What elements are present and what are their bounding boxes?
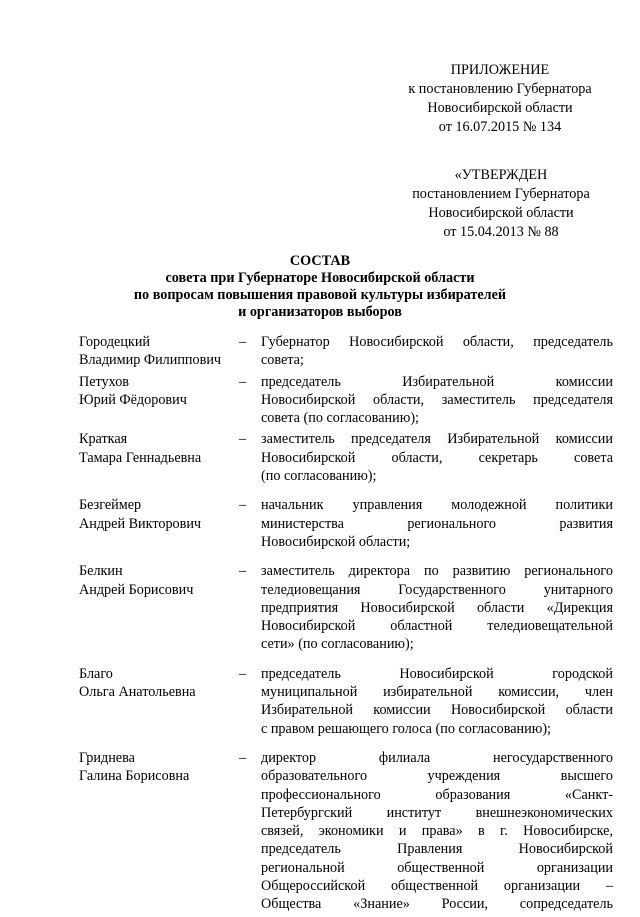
member-role (261, 749, 613, 914)
member-given-names: Андрей Викторович (79, 515, 202, 532)
member-row (79, 333, 613, 370)
member-role-line: образовательного учреждения высшего (261, 768, 613, 785)
member-row (79, 665, 613, 738)
member-name (79, 496, 239, 551)
member-dash: – (239, 431, 247, 448)
member-role-line: министерства регионального развития (261, 515, 613, 532)
approved-line: «УТВЕРЖДЕН (454, 167, 548, 183)
member-dash: – (239, 373, 247, 390)
approved-header (392, 166, 610, 242)
member-role (261, 373, 613, 428)
member-row (79, 430, 613, 485)
member-given-names: Галина Борисовна (79, 768, 190, 785)
member-name (79, 333, 239, 370)
member-role-line: предприятия Новосибирской области «Дирекция (261, 599, 613, 616)
member-role-line: (по согласованию); (261, 468, 377, 485)
member-role (261, 430, 613, 485)
member-name (79, 430, 239, 485)
title-line: и организаторов выборов (238, 304, 402, 320)
member-dash: – (239, 665, 247, 682)
member-role-line: Общероссийской общественной организации – (261, 878, 613, 895)
document-title (0, 253, 640, 321)
member-role (261, 562, 613, 653)
member-role-line: Новосибирской области; (261, 533, 411, 550)
annex-header (390, 61, 610, 137)
member-surname: Городецкий (79, 334, 151, 350)
member-surname: Безгеймер (79, 497, 142, 514)
member-given-names: Тамара Геннадьевна (79, 449, 202, 466)
member-role-line: связей, экономики и права» в г. Новосибирске, (261, 823, 613, 840)
member-surname: Белкин (79, 563, 123, 580)
member-given-names: Владимир Филиппович (79, 352, 222, 369)
member-role-line: профессионального образования «Санкт- (261, 786, 613, 803)
member-row (79, 496, 613, 551)
member-row (79, 373, 613, 428)
member-role-line: теледиовещания Государственного унитарного (261, 581, 613, 598)
annex-line: ПРИЛОЖЕНИЕ (450, 62, 550, 78)
member-role-line: Новосибирской области, заместитель председателя (261, 391, 613, 408)
title-line: совета при Губернаторе Новосибирской области (165, 270, 475, 286)
annex-line: к постановлению Губернатора (408, 81, 592, 97)
member-name (79, 665, 239, 738)
member-dash: – (239, 497, 247, 514)
member-surname: Благо (79, 665, 113, 682)
approved-line: постановлением Губернатора (412, 186, 590, 202)
member-dash: – (239, 334, 247, 350)
member-role-line: Новосибирской области, секретарь совета (261, 449, 613, 466)
member-role-line: заместитель председателя Избирательной комиссии (261, 431, 613, 448)
approved-line: от 15.04.2013 № 88 (443, 224, 559, 240)
member-role-line: Общества «Знание» России, сопредседатель (261, 896, 613, 913)
member-role-line: председатель Избирательной комиссии (261, 373, 613, 390)
member-role-line: совета; (261, 352, 304, 369)
member-role-line: региональной общественной организации (261, 859, 613, 876)
member-surname: Краткая (79, 431, 128, 448)
member-role-line: начальник управления молодежной политики (261, 497, 613, 514)
member-role-line: директор филиала негосударственного (261, 749, 613, 766)
member-role (261, 496, 613, 551)
member-row (79, 562, 613, 653)
member-role-line: Новосибирской областной теледиовещательной (261, 618, 613, 635)
member-role-line: совета (по согласованию); (261, 410, 419, 427)
members-list (79, 333, 613, 917)
member-name (79, 562, 239, 653)
member-surname: Гриднева (79, 749, 135, 766)
member-dash: – (239, 563, 247, 580)
member-given-names: Ольга Анатольевна (79, 684, 196, 701)
member-role-line: сети» (по согласованию); (261, 636, 414, 653)
member-role (261, 333, 613, 370)
member-name (79, 373, 239, 428)
member-role-line: муниципальной избирательной комиссии, член (261, 684, 613, 701)
title-line: СОСТАВ (289, 253, 351, 269)
member-role (261, 665, 613, 738)
member-role-line: с правом решающего голоса (по согласованию); (261, 720, 552, 737)
member-row (79, 749, 613, 914)
member-role-line: Петербургский институт внешнеэкономических (261, 804, 613, 821)
member-name (79, 749, 239, 914)
member-given-names: Андрей Борисович (79, 581, 194, 598)
title-line: по вопросам повышения правовой культуры избирателей (133, 287, 507, 303)
member-role-line: Губернатор Новосибирской области, председатель (261, 334, 613, 350)
member-role-line: председатель Правления Новосибирской (261, 841, 613, 858)
member-role-line: заместитель директора по развитию регионального (261, 563, 613, 580)
annex-line: Новосибирской области (427, 100, 573, 116)
member-role-line: Избирательной комиссии Новосибирской области (261, 702, 613, 719)
member-surname: Петухов (79, 373, 129, 390)
annex-line: от 16.07.2015 № 134 (438, 119, 562, 135)
approved-line: Новосибирской области (428, 205, 574, 221)
member-given-names: Юрий Фёдорович (79, 391, 187, 408)
member-role-line: председатель Новосибирской городской (261, 665, 613, 682)
member-dash: – (239, 749, 247, 766)
